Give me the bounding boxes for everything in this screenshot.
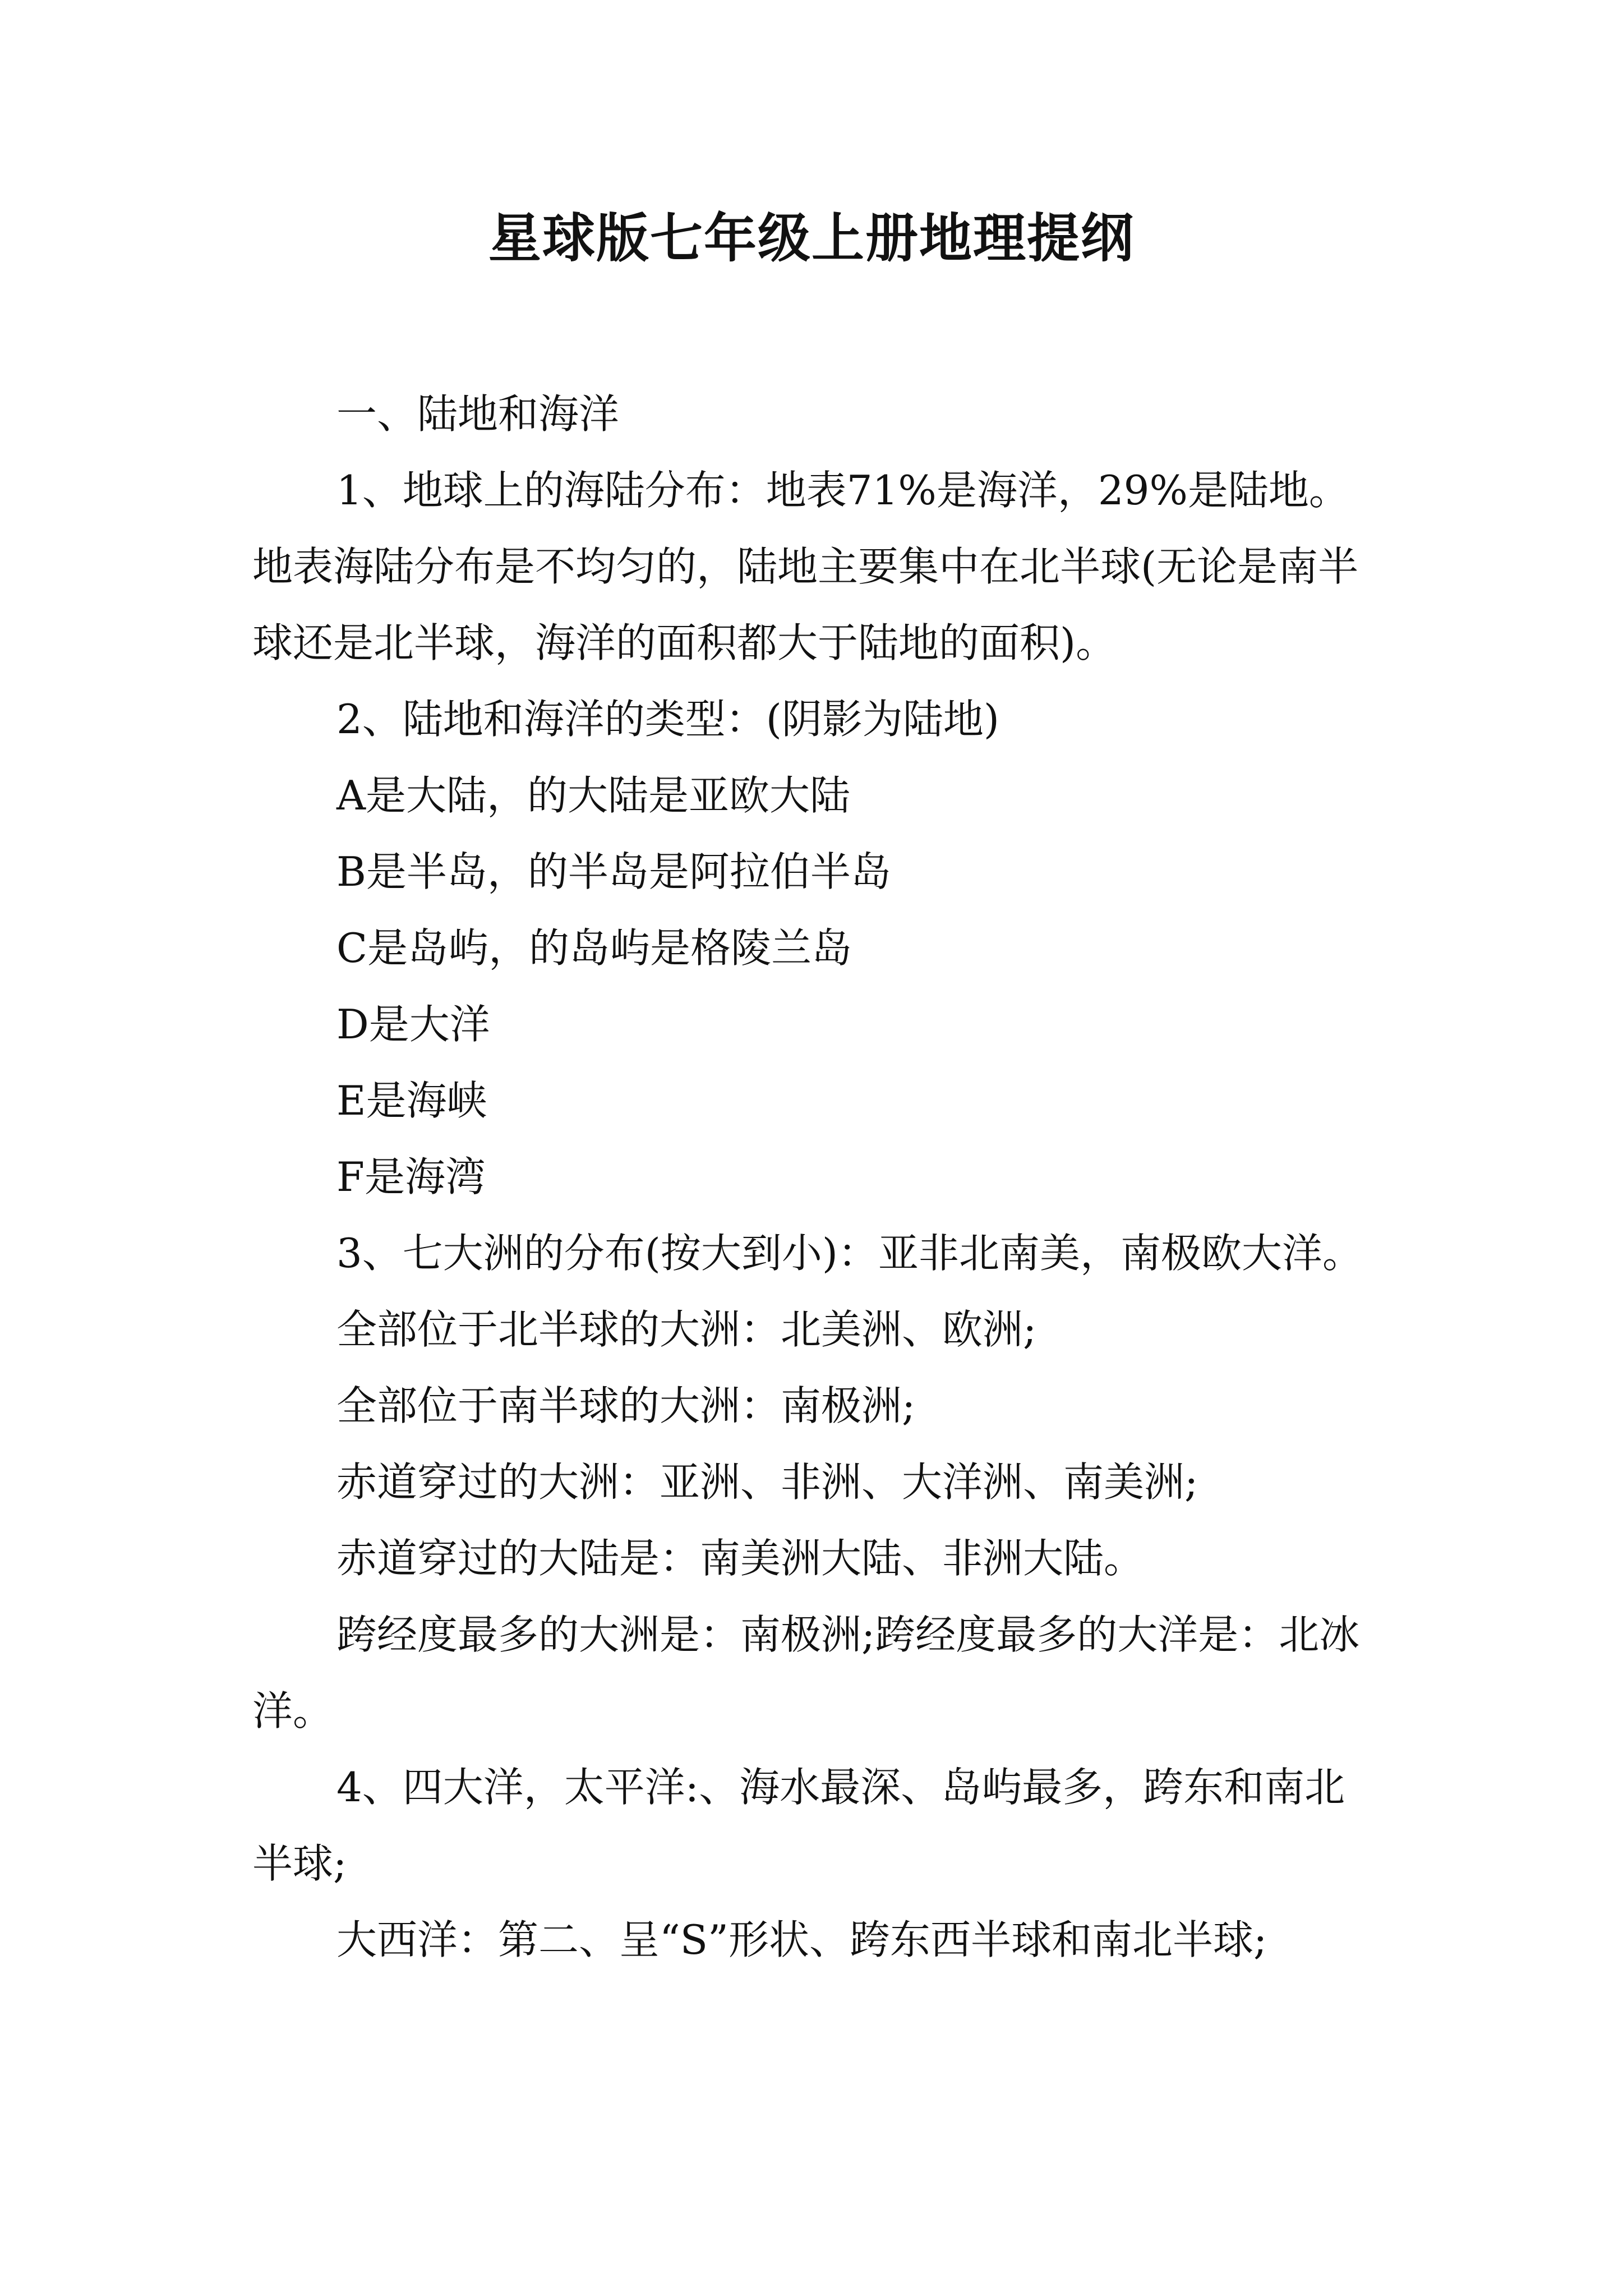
paragraph-atlantic-ocean: 大西洋：第二、呈“S”形状、跨东西半球和南北半球;	[336, 1916, 1267, 1963]
paragraph-land-sea-types: 2、陆地和海洋的类型：(阴影为陆地)	[336, 696, 999, 743]
list-item-d-ocean: D是大洋	[336, 1001, 490, 1048]
paragraph-land-sea-distribution: 1、地球上的海陆分布：地表71%是海洋，29%是陆地。地表海陆分布是不均匀的，陆地主要集中在北半球(无论是南半球还是北半球，海洋的面积都大于陆地的面积)。	[252, 467, 1359, 666]
paragraph-equator-landmasses: 赤道穿过的大陆是：南美洲大陆、非洲大陆。	[336, 1535, 1145, 1582]
paragraph-southern-continents: 全部位于南半球的大洲：南极洲;	[336, 1382, 916, 1429]
paragraph-longitude-extents: 跨经度最多的大洲是：南极洲;跨经度最多的大洋是：北冰洋。	[252, 1611, 1360, 1734]
list-item-b-peninsula: B是半岛，的半岛是阿拉伯半岛	[336, 848, 891, 895]
document-body	[252, 376, 1380, 1978]
paragraph-equator-continents: 赤道穿过的大洲：亚洲、非洲、大洋洲、南美洲;	[336, 1458, 1198, 1506]
section-heading-land-and-ocean: 一、陆地和海洋	[336, 390, 620, 438]
list-item-e-strait: E是海峡	[336, 1077, 487, 1124]
list-item-f-bay: F是海湾	[336, 1153, 486, 1200]
list-item-a-continent: A是大陆，的大陆是亚欧大陆	[336, 772, 850, 819]
paragraph-northern-continents: 全部位于北半球的大洲：北美洲、欧洲;	[336, 1306, 1037, 1353]
paragraph-seven-continents: 3、七大洲的分布(按大到小)：亚非北南美，南极欧大洋。	[336, 1230, 1363, 1277]
list-item-c-island: C是岛屿，的岛屿是格陵兰岛	[336, 924, 852, 972]
paragraph-four-oceans-pacific: 4、四大洋，太平洋:、海水最深、岛屿最多，跨东和南北半球;	[252, 1764, 1345, 1887]
document-title: 星球版七年级上册地理提纲	[488, 208, 1135, 269]
